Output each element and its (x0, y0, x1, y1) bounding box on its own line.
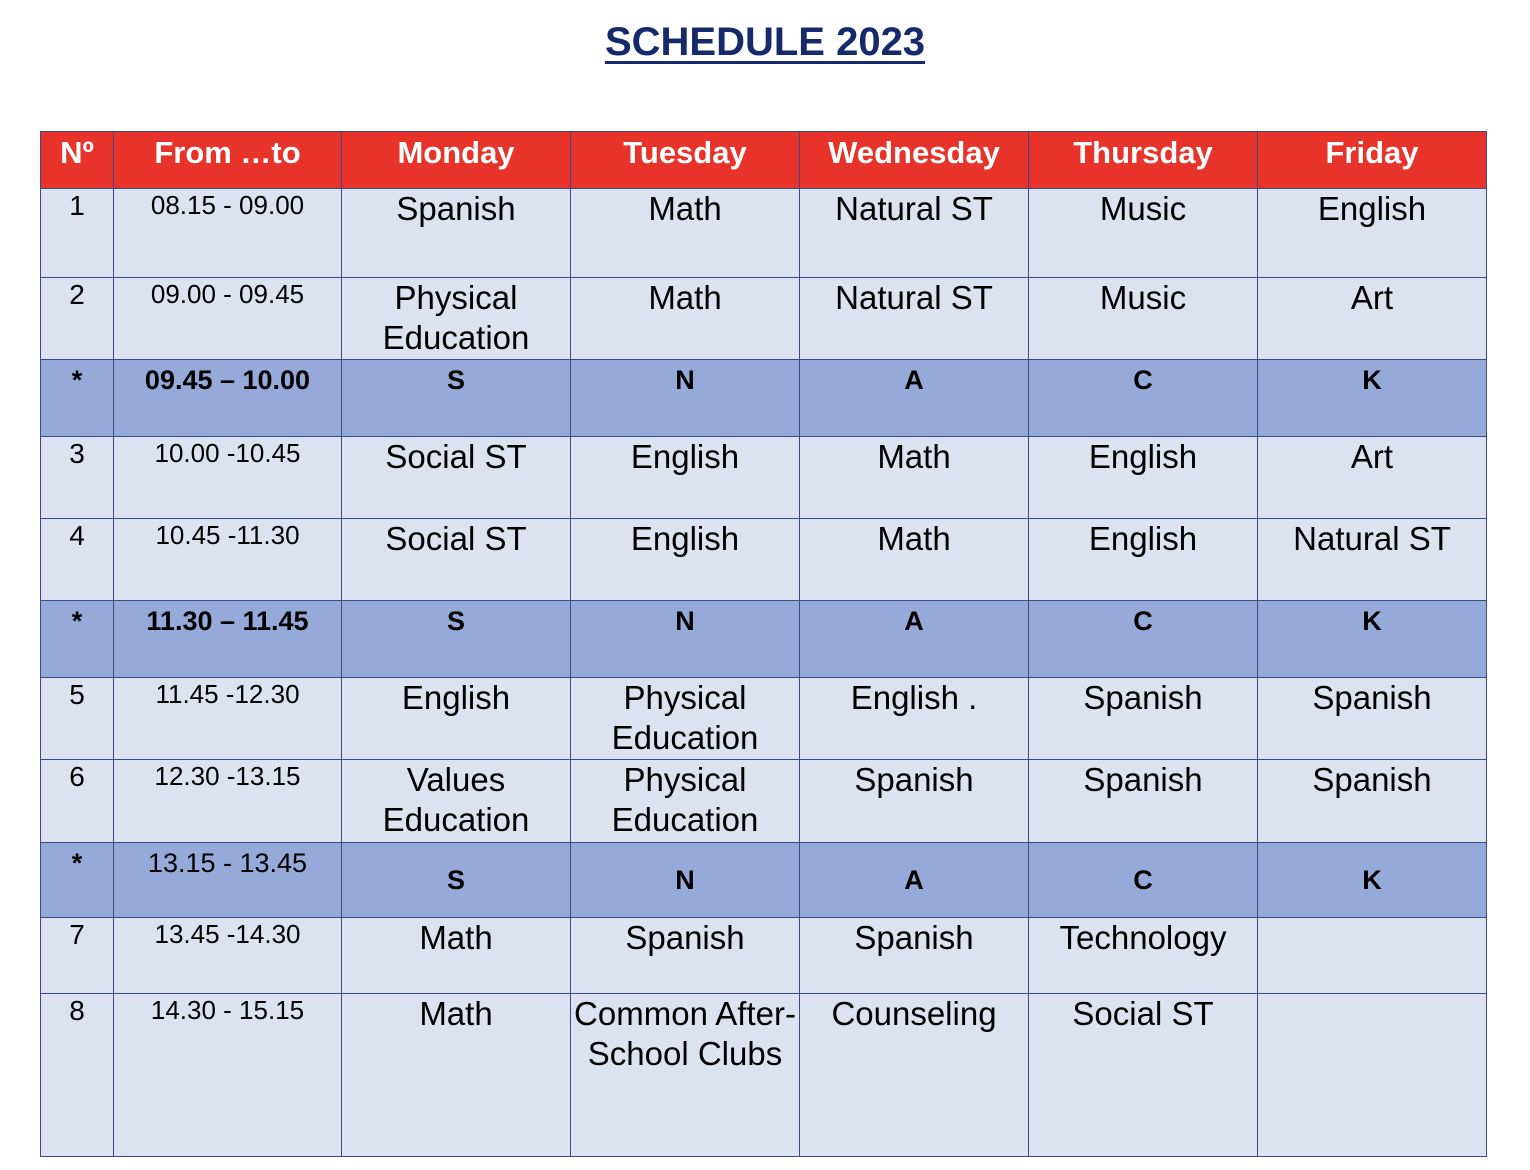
period-number: 1 (41, 189, 114, 278)
period-time: 10.00 -10.45 (114, 437, 342, 519)
table-row (41, 519, 1487, 601)
thursday-cell: Spanish (1029, 760, 1258, 843)
break-marker: * (41, 843, 114, 918)
break-time: 11.30 – 11.45 (114, 601, 342, 678)
table-row (41, 994, 1487, 1157)
break-letter: N (571, 843, 800, 918)
lunch-break-row (41, 843, 1487, 918)
column-header-time: From …to (114, 132, 342, 189)
break-marker: * (41, 360, 114, 437)
break-letter: S (342, 843, 571, 918)
break-letter: C (1029, 843, 1258, 918)
monday-cell: Social ST (342, 437, 571, 519)
break-letter: K (1258, 601, 1487, 678)
period-number: 5 (41, 678, 114, 760)
column-header-friday: Friday (1258, 132, 1487, 189)
period-number: 2 (41, 278, 114, 360)
thursday-cell: Spanish (1029, 678, 1258, 760)
wednesday-cell: Math (800, 519, 1029, 601)
tuesday-cell: Spanish (571, 918, 800, 994)
break-letter: C (1029, 601, 1258, 678)
break-time: 09.45 – 10.00 (114, 360, 342, 437)
break-letter: N (571, 601, 800, 678)
column-header-tuesday: Tuesday (571, 132, 800, 189)
monday-cell: Spanish (342, 189, 571, 278)
tuesday-cell: Physical Education (571, 678, 800, 760)
break-time: 13.15 - 13.45 (114, 843, 342, 918)
period-number: 8 (41, 994, 114, 1157)
wednesday-cell: Counseling (800, 994, 1029, 1157)
monday-cell: Values Education (342, 760, 571, 843)
wednesday-cell: Spanish (800, 760, 1029, 843)
period-time: 09.00 - 09.45 (114, 278, 342, 360)
period-number: 6 (41, 760, 114, 843)
thursday-cell: English (1029, 437, 1258, 519)
table-row (41, 678, 1487, 760)
break-letter: N (571, 360, 800, 437)
friday-cell: Art (1258, 437, 1487, 519)
break-letter: A (800, 843, 1029, 918)
tuesday-cell: Math (571, 189, 800, 278)
monday-cell: Social ST (342, 519, 571, 601)
wednesday-cell: Spanish (800, 918, 1029, 994)
friday-cell: Natural ST (1258, 519, 1487, 601)
snack-break-row (41, 360, 1487, 437)
column-header-wednesday: Wednesday (800, 132, 1029, 189)
friday-cell (1258, 918, 1487, 994)
period-number: 7 (41, 918, 114, 994)
friday-cell: English (1258, 189, 1487, 278)
table-row (41, 278, 1487, 360)
thursday-cell: English (1029, 519, 1258, 601)
thursday-cell: Technology (1029, 918, 1258, 994)
monday-cell: English (342, 678, 571, 760)
period-time: 11.45 -12.30 (114, 678, 342, 760)
snack-break-row (41, 601, 1487, 678)
period-time: 13.45 -14.30 (114, 918, 342, 994)
thursday-cell: Social ST (1029, 994, 1258, 1157)
break-letter: S (342, 601, 571, 678)
monday-cell: Math (342, 994, 571, 1157)
break-letter: K (1258, 360, 1487, 437)
wednesday-cell: Natural ST (800, 189, 1029, 278)
break-marker: * (41, 601, 114, 678)
schedule-table (40, 131, 1487, 1157)
tuesday-cell: Physical Education (571, 760, 800, 843)
monday-cell: Physical Education (342, 278, 571, 360)
period-number: 4 (41, 519, 114, 601)
friday-cell: Art (1258, 278, 1487, 360)
friday-cell: Spanish (1258, 678, 1487, 760)
thursday-cell: Music (1029, 189, 1258, 278)
column-header-thursday: Thursday (1029, 132, 1258, 189)
tuesday-cell: English (571, 437, 800, 519)
break-letter: A (800, 601, 1029, 678)
column-header-number: Nº (41, 132, 114, 189)
tuesday-cell: Common After-School Clubs (571, 994, 800, 1157)
wednesday-cell: Natural ST (800, 278, 1029, 360)
period-time: 08.15 - 09.00 (114, 189, 342, 278)
break-letter: A (800, 360, 1029, 437)
friday-cell: Spanish (1258, 760, 1487, 843)
table-row (41, 918, 1487, 994)
period-time: 10.45 -11.30 (114, 519, 342, 601)
monday-cell: Math (342, 918, 571, 994)
column-header-monday: Monday (342, 132, 571, 189)
table-row (41, 189, 1487, 278)
tuesday-cell: English (571, 519, 800, 601)
thursday-cell: Music (1029, 278, 1258, 360)
period-time: 12.30 -13.15 (114, 760, 342, 843)
friday-cell (1258, 994, 1487, 1157)
break-letter: K (1258, 843, 1487, 918)
page-title: SCHEDULE 2023 (604, 20, 926, 64)
table-row (41, 437, 1487, 519)
period-time: 14.30 - 15.15 (114, 994, 342, 1157)
table-row (41, 760, 1487, 843)
tuesday-cell: Math (571, 278, 800, 360)
break-letter: S (342, 360, 571, 437)
wednesday-cell: English . (800, 678, 1029, 760)
header-row (41, 132, 1487, 189)
period-number: 3 (41, 437, 114, 519)
wednesday-cell: Math (800, 437, 1029, 519)
break-letter: C (1029, 360, 1258, 437)
